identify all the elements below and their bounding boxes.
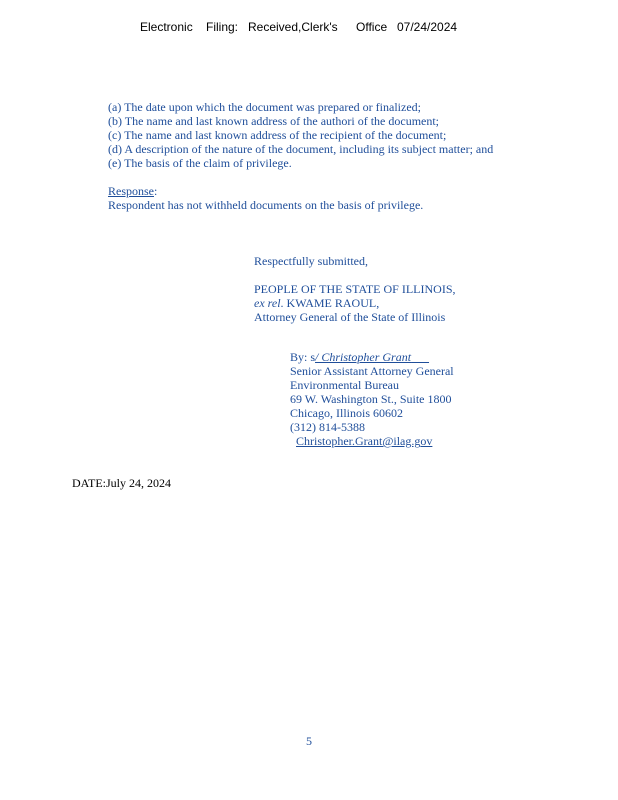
response-heading <box>108 184 423 198</box>
header-date: 07/24/2024 <box>397 20 458 34</box>
header-filing: Filing: <box>206 20 239 34</box>
list-item: (a) The date upon which the document was prepared or finalized; <box>108 100 421 114</box>
header-received: Received,Clerk's <box>248 20 338 34</box>
signer-city: Chicago, Illinois 60602 <box>290 406 403 420</box>
ex-rel-rest: . KWAME RAOUL, <box>280 296 380 310</box>
by-label: By: s <box>290 350 316 364</box>
signer-street: 69 W. Washington St., Suite 1800 <box>290 392 452 406</box>
party-name: PEOPLE OF THE STATE OF ILLINOIS, <box>254 282 456 296</box>
response-section <box>108 184 423 212</box>
signer-phone: (312) 814-5388 <box>290 420 365 434</box>
response-heading-label: Response <box>108 184 154 198</box>
header-electronic: Electronic <box>140 20 193 34</box>
signer-title: Senior Assistant Attorney General <box>290 364 454 378</box>
ex-rel-line <box>254 296 456 310</box>
response-heading-colon: : <box>154 184 158 198</box>
respectfully-submitted: Respectfully submitted, <box>254 254 368 268</box>
attorney-general-title: Attorney General of the State of Illinois <box>254 310 446 324</box>
email-link[interactable]: Christopher.Grant@ilag.g <box>296 434 421 448</box>
filing-stamp-header <box>140 20 457 34</box>
date-line: DATE:July 24, 2024 <box>72 476 171 490</box>
signer-email[interactable] <box>290 434 454 448</box>
list-item: (b) The name and last known address of the authori of the document; <box>108 114 440 128</box>
signer-bureau: Environmental Bureau <box>290 378 399 392</box>
page-number: 5 <box>306 734 312 748</box>
list-item: (c) The name and last known address of the recipient of the document; <box>108 128 447 142</box>
header-office: Office <box>356 20 388 34</box>
email-tail: ov <box>420 434 433 448</box>
response-text: Respondent has not withheld documents on the basis of privilege. <box>108 198 424 212</box>
list-item: (e) The basis of the claim of privilege. <box>108 156 292 170</box>
list-item: (d) A description of the nature of the document, including its subject matter; and <box>108 142 494 156</box>
signature-line <box>290 350 454 364</box>
party-block <box>254 282 456 324</box>
signature-block <box>290 350 454 448</box>
ex-rel: ex rel <box>254 296 281 310</box>
signer-name: / Christopher Grant <box>315 350 412 364</box>
privilege-log-requirements <box>108 100 493 170</box>
